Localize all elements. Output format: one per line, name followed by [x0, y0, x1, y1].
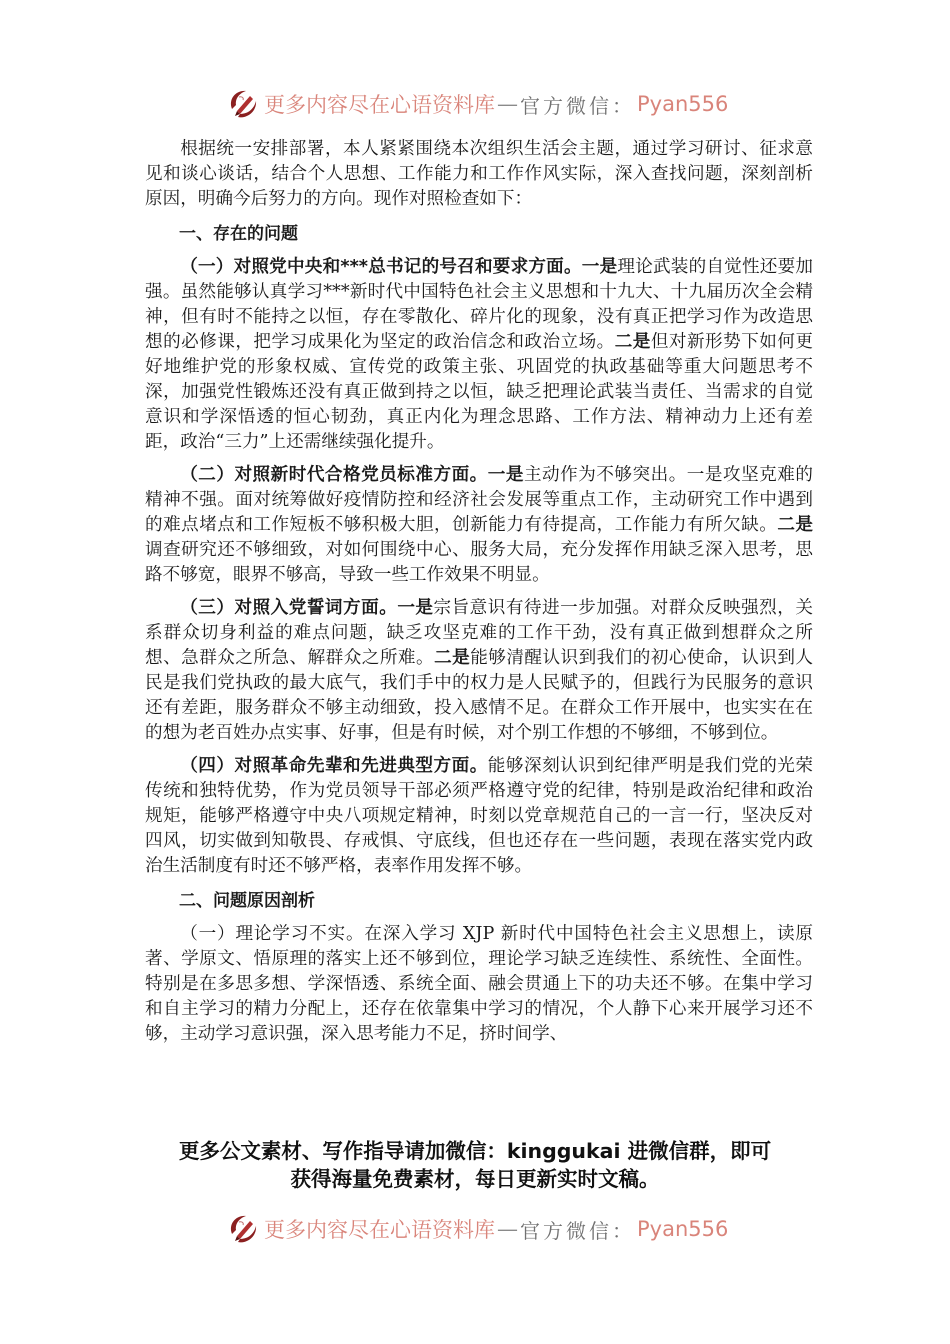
item-marker: 一是: [397, 598, 434, 618]
cause-paragraph-1: （一）理论学习不实。在深入学习 XJP 新时代中国特色社会主义思想上，读原著、学原文、悟原理的落实上还不够到位，理论学习缺乏连续性、系统性、全面性。特别是在多思多想、学深悟透、系统全面、融会贯通上下的功夫还不够。在集中学习和自主学习的精力分配上，还存在依靠集中学习的情况，个人静下心来开展学习还不够，主动学习意识强，深入思考能力不足，挤时间学、: [145, 924, 813, 1044]
item-lead: （三）对照入党誓词方面。: [180, 598, 398, 618]
quill-pen-logo-icon: [226, 87, 260, 121]
section-heading-causes: 二、问题原因剖析: [179, 891, 315, 911]
banner-dash: —: [497, 1217, 518, 1241]
item-marker: 二是: [434, 648, 471, 668]
item-text: 理论武装的自觉性还要加强。虽然能够认真学习***新时代中国特色社会主义思想和十九大、十九届历次全会精神，但有时不能持之以恒，存在零散化、碎片化的现象，没有真正把学习作为改造思想的必修课，把学习成果化为坚定的政治信念和政治立场。: [145, 257, 813, 352]
intro-paragraph: 根据统一安排部署，本人紧紧围绕本次组织生活会主题，通过学习研讨、征求意见和谈心谈话，结合个人思想、工作能力和工作作风实际，深入查找问题，深刻剖析原因，明确今后努力的方向。现作对照检查如下：: [145, 139, 813, 209]
item-text: 宗旨意识有待进一步加强。对群众反映强烈，关系群众切身利益的难点问题，缺乏攻坚克难的工作干劲，没有真正做到想群众之所想、急群众之所急、解群众之所难。: [145, 598, 813, 668]
problem-item-1: [145, 255, 813, 455]
quill-pen-logo-icon: [226, 1212, 260, 1246]
banner-dash: —: [497, 92, 518, 116]
item-lead: （四）对照革命先辈和先进典型方面。: [180, 756, 488, 776]
banner-wechat-id: Pyan556: [637, 92, 729, 116]
item-marker: 一是: [487, 465, 524, 485]
banner-wechat-label: 官方微信：: [520, 93, 635, 118]
section-heading-problems: 一、存在的问题: [179, 224, 298, 244]
promo-line-1: 更多公文素材、写作指导请加微信：kinggukai 进微信群，即可: [178, 1139, 772, 1163]
item-lead: （一）对照党中央和***总书记的号召和要求方面。: [180, 257, 582, 277]
problem-item-2: [145, 463, 813, 588]
item-text: 能够深刻认识到纪律严明是我们党的光荣传统和独特优势，作为党员领导干部必须严格遵守党的纪律，特别是政治纪律和政治规矩，能够严格遵守中央八项规定精神，时刻以党章规范自己的一言一行，坚决反对四风，切实做到知敬畏、存戒惧、守底线，但也还存在一些问题，表现在落实党内政治生活制度有时还不够严格，表率作用发挥不够。: [145, 756, 813, 876]
item-lead: （二）对照新时代合格党员标准方面。: [180, 465, 488, 485]
item-text: 主动作为不够突出。一是攻坚克难的精神不强。面对统筹做好疫情防控和经济社会发展等重点工作，主动研究工作中遇到的难点堵点和工作短板不够积极大胆，创新能力有待提高，工作能力有所欠缺。: [145, 465, 813, 535]
item-marker: 二是: [777, 515, 813, 535]
banner-wechat-label: 官方微信：: [520, 1218, 635, 1243]
item-text: 但对新形势下如何更好地维护党的形象权威、宣传党的政策主张、巩固党的执政基础等重大问题思考不深，加强党性锻炼还没有真正做到持之以恒，缺乏把理论武装当责任、当需求的自觉意识和学深悟透的恒心韧劲，真正内化为理念思路、工作方法、精神动力上还有差距，政治“三力”上还需继续强化提升。: [145, 332, 813, 452]
document-body: [145, 137, 813, 1047]
footer-banner: [226, 1209, 728, 1249]
banner-site-text: 更多内容尽在心语资料库: [264, 1218, 495, 1242]
item-text: 能够清醒认识到我们的初心使命，认识到人民是我们党执政的最大底气，我们手中的权力是人民赋予的，但践行为民服务的意识还有差距，服务群众不够主动细致，投入感情不足。在群众工作开展中，也实实在在的想为老百姓办点实事、好事，但是有时候，对个别工作想的不够细，不够到位。: [145, 648, 813, 743]
problem-item-3: [145, 596, 813, 746]
banner-site-text: 更多内容尽在心语资料库: [264, 93, 495, 117]
header-banner: [226, 84, 728, 124]
banner-wechat-id: Pyan556: [637, 1217, 729, 1241]
promo-text: [110, 1137, 840, 1193]
problem-item-4: [145, 754, 813, 879]
item-marker: 一是: [581, 257, 618, 277]
item-text: 调查研究还不够细致，对如何围绕中心、服务大局，充分发挥作用缺乏深入思考，思路不够宽，眼界不够高，导致一些工作效果不明显。: [145, 540, 813, 585]
promo-line-2: 获得海量免费素材，每日更新实时文稿。: [290, 1167, 660, 1191]
item-marker: 二是: [614, 332, 651, 352]
